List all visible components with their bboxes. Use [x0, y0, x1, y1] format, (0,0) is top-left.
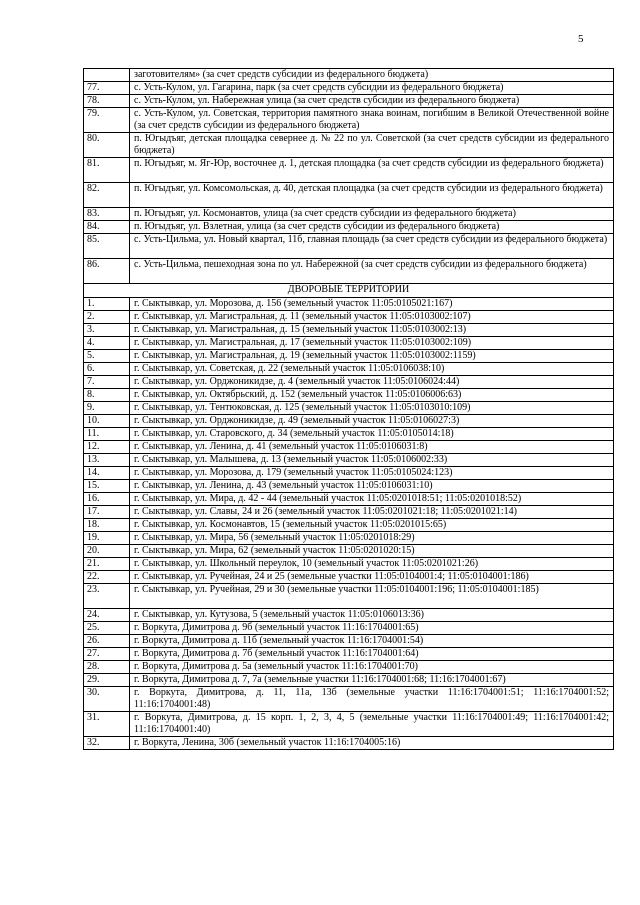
table-row	[84, 183, 614, 208]
row-text: г. Сыктывкар, ул. Морозова, д. 179 (земельный участок 11:05:0105024:123)	[130, 467, 614, 480]
row-text: г. Сыктывкар, ул. Космонавтов, 15 (земельный участок 11:05:0201015:65)	[130, 519, 614, 532]
row-number: 32.	[84, 737, 130, 750]
table-row	[84, 69, 614, 82]
table-row	[84, 712, 614, 737]
row-number: 79.	[84, 108, 130, 133]
row-number: 29.	[84, 674, 130, 687]
row-text: г. Сыктывкар, ул. Морозова, д. 156 (земельный участок 11:05:0105021:167)	[130, 298, 614, 311]
row-text: г. Сыктывкар, ул. Малышева, д. 13 (земельный участок 11:05:0106002:33)	[130, 454, 614, 467]
table-row	[84, 298, 614, 311]
row-text: г. Сыктывкар, ул. Мира, 56 (земельный участок 11:05:0201018:29)	[130, 532, 614, 545]
row-number: 84.	[84, 221, 130, 234]
table-row	[84, 337, 614, 350]
table-row	[84, 389, 614, 402]
row-number: 28.	[84, 661, 130, 674]
row-number: 18.	[84, 519, 130, 532]
row-number: 24.	[84, 609, 130, 622]
row-number	[84, 69, 130, 82]
table-row	[84, 221, 614, 234]
table-row	[84, 234, 614, 259]
row-text: г. Воркута, Димитрова д. 9б (земельный участок 11:16:1704001:65)	[130, 622, 614, 635]
row-text: заготовителям» (за счет средств субсидии из федерального бюджета)	[130, 69, 614, 82]
row-number: 31.	[84, 712, 130, 737]
table-row	[84, 493, 614, 506]
row-number: 3.	[84, 324, 130, 337]
row-number: 86.	[84, 259, 130, 284]
table-row	[84, 506, 614, 519]
table-row	[84, 480, 614, 493]
table-row	[84, 558, 614, 571]
row-number: 12.	[84, 441, 130, 454]
row-number: 1.	[84, 298, 130, 311]
row-number: 83.	[84, 208, 130, 221]
row-text: с. Усть-Кулом, ул. Гагарина, парк (за счет средств субсидии из федерального бюджета)	[130, 82, 614, 95]
table-row	[84, 363, 614, 376]
row-number: 13.	[84, 454, 130, 467]
row-text: п. Югыдъяг, м. Яг-Юр, восточнее д. 1, детская площадка (за счет средств субсидии из федерального бюджета)	[130, 158, 614, 183]
row-text: г. Воркута, Димитрова д. 11б (земельный участок 11:16:1704001:54)	[130, 635, 614, 648]
row-number: 2.	[84, 311, 130, 324]
table-row	[84, 158, 614, 183]
row-text: г. Воркута, Димитрова д. 7, 7а (земельные участки 11:16:1704001:68; 11:16:1704001:67)	[130, 674, 614, 687]
row-text: г. Сыктывкар, ул. Орджоникидзе, д. 49 (земельный участок 11:05:0106027:3)	[130, 415, 614, 428]
table-row	[84, 635, 614, 648]
row-number: 9.	[84, 402, 130, 415]
row-text: г. Сыктывкар, ул. Магистральная, д. 15 (земельный участок 11:05:0103002:13)	[130, 324, 614, 337]
row-number: 8.	[84, 389, 130, 402]
row-number: 16.	[84, 493, 130, 506]
row-text: г. Воркута, Димитрова д. 7б (земельный участок 11:16:1704001:64)	[130, 648, 614, 661]
row-number: 7.	[84, 376, 130, 389]
row-text: г. Сыктывкар, ул. Ручейная, 29 и 30 (земельные участки 11:05:0104001:196; 11:05:0104001:185)	[130, 584, 614, 609]
table-row	[84, 467, 614, 480]
page-number: 5	[578, 33, 584, 45]
table-row	[84, 350, 614, 363]
row-number: 22.	[84, 571, 130, 584]
row-text: г. Сыктывкар, ул. Мира, 62 (земельный участок 11:05:0201020:15)	[130, 545, 614, 558]
table-row	[84, 108, 614, 133]
table-row	[84, 324, 614, 337]
row-text: г. Сыктывкар, ул. Тентюковская, д. 125 (земельный участок 11:05:0103010:109)	[130, 402, 614, 415]
table-row	[84, 376, 614, 389]
row-text: г. Сыктывкар, ул. Магистральная, д. 19 (земельный участок 11:05:0103002:1159)	[130, 350, 614, 363]
row-text: г. Сыктывкар, ул. Магистральная, д. 17 (земельный участок 11:05:0103002:109)	[130, 337, 614, 350]
row-text: г. Сыктывкар, ул. Славы, 24 и 26 (земельный участок 11:05:0201021:18; 11:05:0201021:14)	[130, 506, 614, 519]
row-number: 19.	[84, 532, 130, 545]
table-row	[84, 661, 614, 674]
table-row	[84, 648, 614, 661]
row-text: г. Сыктывкар, ул. Мира, д. 42 - 44 (земельный участок 11:05:0201018:51; 11:05:0201018:52)	[130, 493, 614, 506]
table-row	[84, 687, 614, 712]
row-number: 11.	[84, 428, 130, 441]
row-text: г. Воркута, Димитрова, д. 11, 11а, 13б (земельные участки 11:16:1704001:51; 11:16:1704001:52; 11:16:1704001:48)	[130, 687, 614, 712]
row-number: 4.	[84, 337, 130, 350]
row-number: 23.	[84, 584, 130, 609]
table-row	[84, 609, 614, 622]
table-row	[84, 441, 614, 454]
row-text: г. Воркута, Димитрова д. 5а (земельный участок 11:16:1704001:70)	[130, 661, 614, 674]
row-number: 17.	[84, 506, 130, 519]
row-number: 81.	[84, 158, 130, 183]
row-text: г. Сыктывкар, ул. Старовского, д. 34 (земельный участок 11:05:0105014:18)	[130, 428, 614, 441]
row-text: п. Югыдъяг, детская площадка севернее д. № 22 по ул. Советской (за счет средств субсидии из федерального бюджета)	[130, 133, 614, 158]
table-row	[84, 737, 614, 750]
row-number: 10.	[84, 415, 130, 428]
table-row	[84, 402, 614, 415]
table-row	[84, 208, 614, 221]
table-row	[84, 532, 614, 545]
row-text: с. Усть-Кулом, ул. Советская, территория памятного знака воинам, погибшим в Великой Отечественной войне (за счет средств субсидии из федерального бюджета)	[130, 108, 614, 133]
table-row	[84, 428, 614, 441]
table-row	[84, 259, 614, 284]
row-number: 5.	[84, 350, 130, 363]
row-number: 21.	[84, 558, 130, 571]
table-row	[84, 82, 614, 95]
row-text: с. Усть-Кулом, ул. Набережная улица (за счет средств субсидии из федерального бюджета)	[130, 95, 614, 108]
row-number: 27.	[84, 648, 130, 661]
row-number: 30.	[84, 687, 130, 712]
row-text: г. Сыктывкар, ул. Магистральная, д. 11 (земельный участок 11:05:0103002:107)	[130, 311, 614, 324]
table-row	[84, 415, 614, 428]
row-text: г. Сыктывкар, ул. Ленина, д. 43 (земельный участок 11:05:0106031:10)	[130, 480, 614, 493]
section-title: ДВОРОВЫЕ ТЕРРИТОРИИ	[84, 284, 614, 298]
table-row	[84, 584, 614, 609]
row-text: г. Сыктывкар, ул. Кутузова, 5 (земельный участок 11:05:0106013:36)	[130, 609, 614, 622]
table-row	[84, 454, 614, 467]
table-row	[84, 311, 614, 324]
table-row	[84, 95, 614, 108]
row-text: п. Югыдъяг, ул. Космонавтов, улица (за счет средств субсидии из федерального бюджета)	[130, 208, 614, 221]
section-header-row	[84, 284, 614, 298]
yard-territories-body	[84, 298, 614, 750]
row-number: 25.	[84, 622, 130, 635]
row-number: 77.	[84, 82, 130, 95]
territories-table	[83, 68, 614, 750]
row-text: г. Сыктывкар, ул. Советская, д. 22 (земельный участок 11:05:0106038:10)	[130, 363, 614, 376]
row-text: с. Усть-Цильма, пешеходная зона по ул. Набережной (за счет средств субсидии из федерального бюджета)	[130, 259, 614, 284]
row-number: 20.	[84, 545, 130, 558]
row-number: 80.	[84, 133, 130, 158]
table-row	[84, 674, 614, 687]
row-text: п. Югыдъяг, ул. Комсомольская, д. 40, детская площадка (за счет средств субсидии из федерального бюджета)	[130, 183, 614, 208]
row-text: г. Воркута, Димитрова, д. 15 корп. 1, 2, 3, 4, 5 (земельные участки 11:16:1704001:49; 11:16:1704001:42; 11:16:1704001:40)	[130, 712, 614, 737]
row-text: г. Сыктывкар, ул. Орджоникидзе, д. 4 (земельный участок 11:05:0106024:44)	[130, 376, 614, 389]
table-row	[84, 519, 614, 532]
row-text: с. Усть-Цильма, ул. Новый квартал, 11б, главная площадь (за счет средств субсидии из федерального бюджета)	[130, 234, 614, 259]
row-text: г. Сыктывкар, ул. Октябрьский, д. 152 (земельный участок 11:05:0106006:63)	[130, 389, 614, 402]
row-number: 6.	[84, 363, 130, 376]
row-number: 78.	[84, 95, 130, 108]
row-number: 26.	[84, 635, 130, 648]
row-number: 14.	[84, 467, 130, 480]
table-row	[84, 622, 614, 635]
row-number: 85.	[84, 234, 130, 259]
row-number: 15.	[84, 480, 130, 493]
row-text: г. Сыктывкар, ул. Ленина, д. 41 (земельный участок 11:05:0106031:8)	[130, 441, 614, 454]
table-row	[84, 545, 614, 558]
row-text: г. Сыктывкар, ул. Школьный переулок, 10 (земельный участок 11:05:0201021:26)	[130, 558, 614, 571]
table-row	[84, 571, 614, 584]
row-number: 82.	[84, 183, 130, 208]
row-text: г. Сыктывкар, ул. Ручейная, 24 и 25 (земельные участки 11:05:0104001:4; 11:05:0104001:186)	[130, 571, 614, 584]
row-text: г. Воркута, Ленина, 30б (земельный участок 11:16:1704005:16)	[130, 737, 614, 750]
row-text: п. Югыдъяг, ул. Взлетная, улица (за счет средств субсидии из федерального бюджета)	[130, 221, 614, 234]
table-row	[84, 133, 614, 158]
